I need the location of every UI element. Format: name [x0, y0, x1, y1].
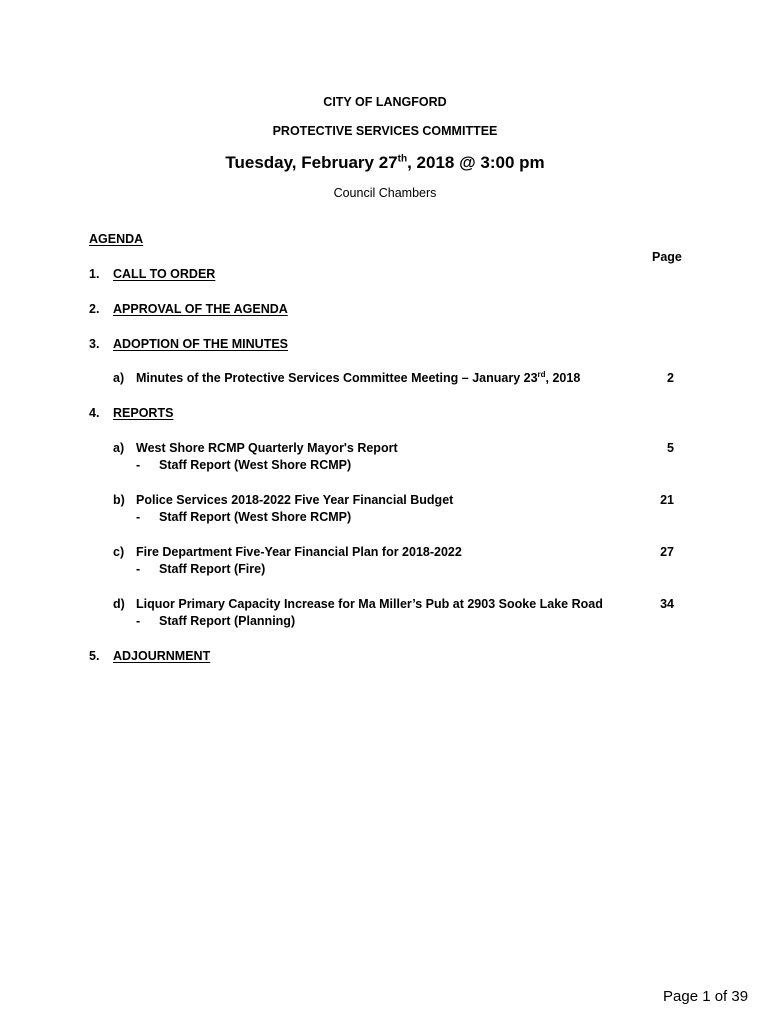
item-text: Minutes of the Protective Services Committee Meeting – January 23	[136, 371, 538, 385]
section-title-adoption-of-minutes: ADOPTION OF THE MINUTES	[113, 337, 288, 351]
committee-name: PROTECTIVE SERVICES COMMITTEE	[272, 124, 498, 138]
section-number: 5.	[89, 649, 100, 663]
sub-item-staff-report: Staff Report (West Shore RCMP)	[159, 510, 352, 524]
section-title-call-to-order: CALL TO ORDER	[113, 267, 216, 281]
section-title-reports: REPORTS	[113, 406, 174, 420]
item-page-number: 21	[660, 493, 674, 507]
item-page-number: 5	[667, 441, 674, 455]
sub-item-staff-report: Staff Report (West Shore RCMP)	[159, 458, 352, 472]
item-letter: b)	[113, 493, 125, 507]
item-page-number: 34	[660, 597, 674, 611]
meeting-date	[0, 153, 770, 173]
page-column-label: Page	[652, 250, 682, 264]
meeting-location: Council Chambers	[333, 186, 437, 200]
item-letter: c)	[113, 545, 125, 559]
meeting-date-suffix: th	[397, 153, 408, 165]
sub-item-dash: -	[136, 614, 141, 628]
meeting-date-main: Tuesday, February 27	[225, 153, 398, 172]
section-title-adjournment: ADJOURNMENT	[113, 649, 211, 663]
page-indicator: Page 1 of 39	[663, 988, 749, 1005]
item-minutes-january	[136, 371, 580, 385]
city-name: CITY OF LANGFORD	[323, 95, 447, 109]
section-number: 3.	[89, 337, 100, 351]
sub-item-dash: -	[136, 562, 141, 576]
item-liquor-capacity: Liquor Primary Capacity Increase for Ma Miller’s Pub at 2903 Sooke Lake Road	[136, 597, 603, 611]
agenda-heading: AGENDA	[89, 232, 144, 246]
item-police-budget: Police Services 2018-2022 Five Year Financial Budget	[136, 493, 454, 507]
sub-item-dash: -	[136, 458, 141, 472]
sub-item-staff-report: Staff Report (Fire)	[159, 562, 266, 576]
item-letter: d)	[113, 597, 125, 611]
item-rcmp-mayors-report: West Shore RCMP Quarterly Mayor's Report	[136, 441, 398, 455]
section-title-approval-of-agenda: APPROVAL OF THE AGENDA	[113, 302, 288, 316]
meeting-date-time: , 2018 @ 3:00 pm	[407, 153, 545, 172]
sub-item-dash: -	[136, 510, 141, 524]
sub-item-staff-report: Staff Report (Planning)	[159, 614, 296, 628]
item-fire-financial-plan: Fire Department Five-Year Financial Plan for 2018-2022	[136, 545, 462, 559]
section-number: 4.	[89, 406, 100, 420]
section-number: 2.	[89, 302, 100, 316]
item-page-number: 2	[667, 371, 674, 385]
item-page-number: 27	[660, 545, 674, 559]
item-text-suffix: rd	[537, 369, 546, 379]
item-letter: a)	[113, 371, 125, 385]
item-text-end: , 2018	[545, 371, 581, 385]
item-letter: a)	[113, 441, 125, 455]
section-number: 1.	[89, 267, 100, 281]
